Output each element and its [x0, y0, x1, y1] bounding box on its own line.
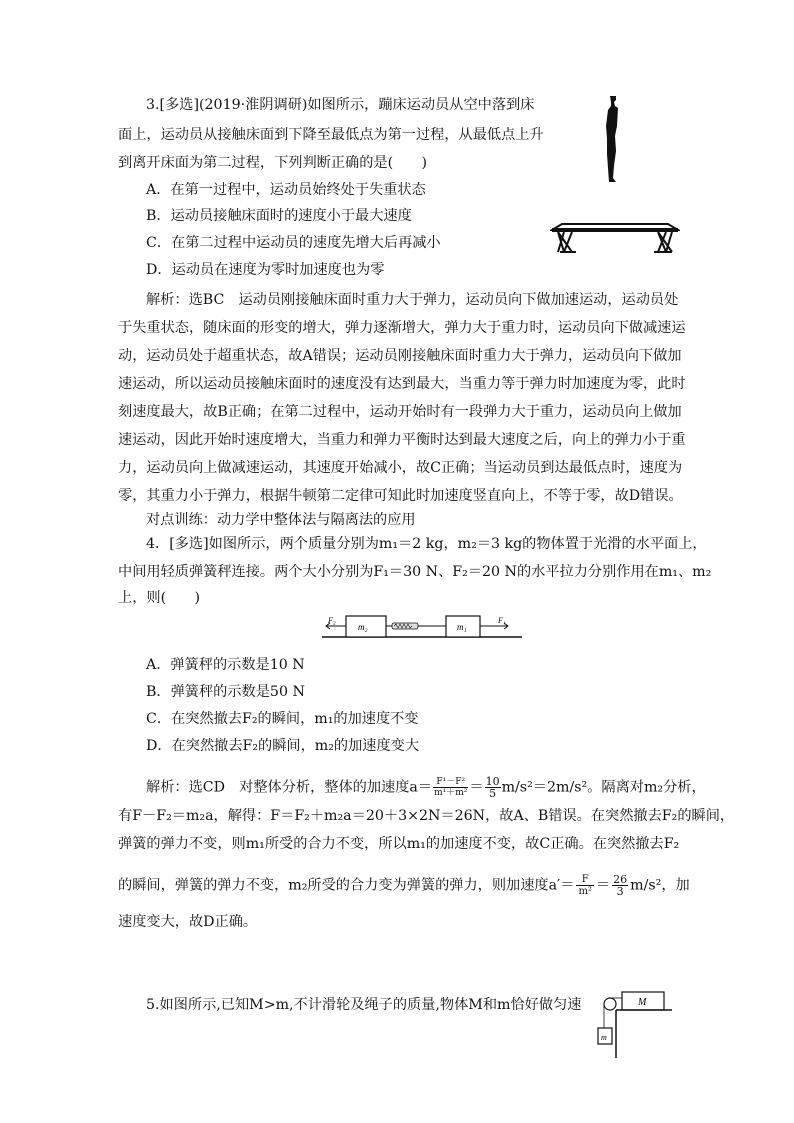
block-small-m-label: m — [601, 1033, 607, 1042]
block-m2-label: m₂ — [358, 622, 368, 632]
q4-line-2: 中间用轻质弹簧秤连接。两个大小分别为F₁＝30 N、F₂＝20 N的水平拉力分别作用在m₁、m₂ — [118, 564, 712, 580]
force-f2-label: F₂ — [328, 616, 336, 625]
pulley-figure — [596, 990, 676, 1060]
fraction-1 — [433, 777, 468, 798]
fraction-3 — [576, 874, 594, 897]
section-heading: 对点训练：动力学中整体法与隔离法的应用 — [146, 512, 416, 528]
force-f1-label: F₁ — [498, 616, 506, 625]
fraction-equals: ＝ — [469, 779, 484, 796]
fraction-4-denominator: 3 — [616, 885, 624, 898]
fraction-3-denominator: m² — [578, 886, 592, 897]
q4-line-3: 上，则( ) — [118, 590, 201, 606]
q3-option-c: C．在第二过程中运动员的速度先增大后再减小 — [146, 235, 441, 251]
q3-analysis-7: 力，运动员向上做减速运动，其速度开始减小，故C正确；当运动员到达最低点时，速度为 — [118, 460, 683, 476]
q3-analysis-6: 速运动，因此开始时速度增大，当重力和弹力平衡时达到最大速度之后，向上的弹力小于重 — [118, 432, 686, 448]
fraction-4 — [612, 874, 628, 897]
fraction-1-denominator: m¹＋m² — [434, 788, 468, 798]
q3-analysis-4: 速运动，所以运动员接触床面时的速度没有达到最大，当重力等于弹力时加速度为零，此时 — [118, 376, 686, 392]
fraction-2 — [485, 776, 501, 799]
q4-analysis-1 — [146, 776, 706, 799]
fraction-1-numerator: F¹－F² — [433, 777, 468, 788]
q4-analysis-4-text-b: m/s²，加 — [630, 877, 690, 894]
q3-option-b: B．运动员接触床面时的速度小于最大速度 — [146, 208, 412, 224]
q4-option-d: D．在突然撤去F₂的瞬间，m₂的加速度变大 — [146, 738, 420, 754]
block-big-m-label: M — [638, 997, 647, 1008]
q3-analysis-5: 刻速度最大，故B正确；在第二过程中，运动开始时有一段弹力大于重力，运动员向上做加 — [118, 404, 682, 420]
q3-analysis-3: 动，运动员处于超重状态，故A错误；运动员刚接触床面时重力大于弹力，运动员向下做加 — [118, 348, 682, 364]
q4-option-a: A．弹簧秤的示数是10 N — [146, 657, 305, 673]
q3-line-1: 3.[多选](2019·淮阴调研)如图所示，蹦床运动员从空中落到床 — [146, 97, 535, 113]
q4-analysis-4: 的瞬间，弹簧的弹力不变，m₂所受的合力变为弹簧的弹力，则加速度a′＝ $\frac{F}{\text{m²}}$ ＝ $\frac{26}{3}$ m/s²，加 — [118, 873, 690, 898]
q3-option-d: D．运动员在速度为零时加速度也为零 — [146, 262, 385, 278]
block-m1-label: m₁ — [457, 622, 467, 632]
fraction-2-denominator: 5 — [489, 787, 497, 800]
q3-line-2: 面上，运动员从接触床面到下降至最低点为第一过程，从最低点上升 — [118, 127, 544, 143]
q4-analysis-1-text-b: m/s²＝2m/s²。隔离对m₂分析， — [501, 779, 706, 796]
blocks-spring-figure — [322, 612, 522, 640]
q3-analysis-8: 零，其重力小于弹力，根据牛顿第二定律可知此时加速度竖直向上，不等于零，故D错误。 — [118, 488, 683, 504]
q4-analysis-4-text-a: 的瞬间，弹簧的弹力不变，m₂所受的合力变为弹簧的弹力，则加速度a′＝ — [118, 877, 575, 894]
q4-analysis-3: 弹簧的弹力不变，则m₁所受的合力不变，所以m₁的加速度不变，故C正确。在突然撤去F₂ — [118, 836, 680, 852]
q4-option-b: B．弹簧秤的示数是50 N — [146, 684, 305, 700]
q3-analysis-2: 于失重状态，随床面的形变的增大，弹力逐渐增大，弹力大于重力时，运动员向下做减速运 — [118, 320, 686, 336]
q3-line-3: 到离开床面为第二过程，下列判断正确的是( ) — [118, 155, 428, 171]
q3-analysis-1: 解析：选BC 运动员刚接触床面时重力大于弹力，运动员向下做加速运动，运动员处 — [146, 292, 679, 308]
athlete-figure — [598, 96, 628, 184]
fraction-4-numerator: 26 — [613, 873, 628, 886]
fraction-3-numerator: F — [576, 874, 594, 886]
q4-analysis-2: 有F－F₂＝m₂a，解得：F＝F₂＋m₂a＝20＋3×2N＝26N，故A、B错误。在突然撤去F₂的瞬间， — [118, 808, 735, 824]
q4-line-1: 4．[多选]如图所示，两个质量分别为m₁＝2 kg，m₂＝3 kg的物体置于光滑的水平面上， — [146, 536, 707, 552]
fraction-2-numerator: 10 — [485, 775, 500, 788]
trampoline-figure — [550, 218, 680, 256]
q4-analysis-5: 速度变大，故D正确。 — [118, 914, 258, 930]
q4-analysis-1-text-a: 解析：选CD 对整体分析，整体的加速度a＝ — [146, 779, 433, 796]
q5-line-1: 5.如图所示,已知M>m,不计滑轮及绳子的质量,物体M和m恰好做匀速 — [146, 997, 582, 1013]
q4-option-c: C．在突然撤去F₂的瞬间，m₁的加速度不变 — [146, 711, 419, 727]
q3-option-a: A．在第一过程中，运动员始终处于失重状态 — [146, 182, 426, 198]
